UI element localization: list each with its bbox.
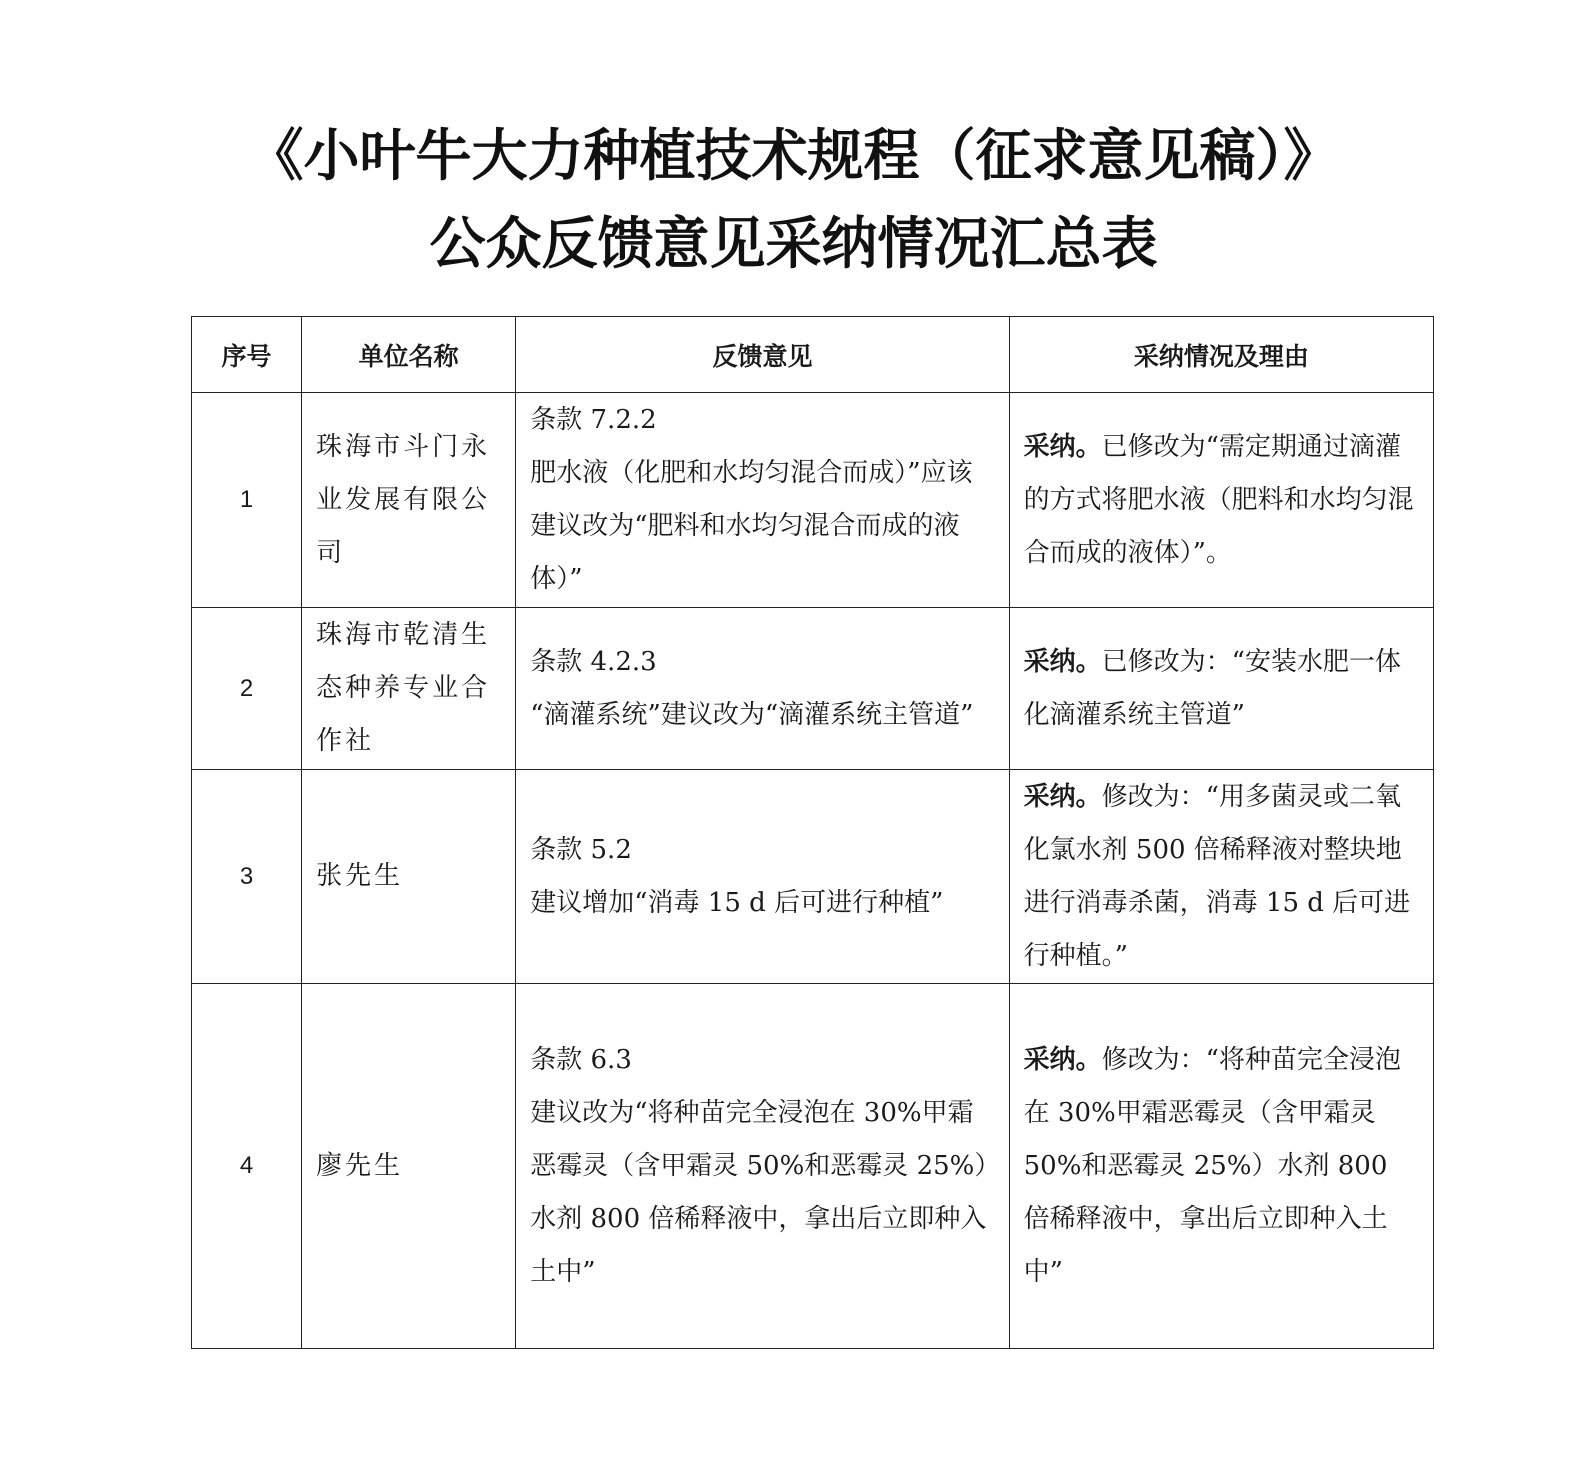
feedback-cell: [516, 984, 1009, 1349]
page-title-line-2: 公众反馈意见采纳情况汇总表: [429, 211, 1158, 277]
table-header-row: [192, 317, 1434, 393]
result-cell: [1009, 984, 1433, 1349]
unit-cell: [302, 770, 516, 984]
header-feedback: 反馈意见: [516, 317, 1009, 393]
result-text: 修改为：“用多菌灵或二氧化氯水剂 500 倍稀释液对整块地进行消毒杀菌，消毒 15 d 后可进行种植。”: [1023, 781, 1411, 971]
result-text: 已修改为“需定期通过滴灌的方式将肥水液（肥料和水均匀混合而成的液体）”。: [1023, 431, 1414, 568]
table-row: [192, 393, 1434, 608]
table-row: [192, 984, 1434, 1349]
clause-label: 条款 4.2.3: [530, 646, 657, 677]
table-row: [192, 770, 1434, 984]
result-label: 采纳。: [1023, 646, 1102, 677]
unit-name: 珠海市乾清生态种养专业合作社: [316, 620, 491, 756]
unit-cell: [302, 984, 516, 1349]
result-label: 采纳。: [1023, 781, 1102, 812]
result-label: 采纳。: [1023, 1044, 1102, 1075]
header-no: 序号: [192, 317, 302, 393]
feedback-summary-table: [191, 316, 1434, 1349]
unit-name: 张先生: [316, 861, 404, 891]
feedback-text: 肥水液（化肥和水均匀混合而成）”应该建议改为“肥料和水均匀混合而成的液体）”: [530, 458, 973, 594]
row-number: 2: [192, 608, 302, 770]
clause-label: 条款 5.2: [530, 834, 632, 865]
result-label: 采纳。: [1023, 431, 1102, 462]
clause-label: 条款 6.3: [530, 1044, 632, 1075]
unit-cell: [302, 608, 516, 770]
unit-name: 廖先生: [316, 1150, 404, 1181]
feedback-text: 建议改为“将种苗完全浸泡在 30%甲霜恶霉灵（含甲霜灵 50%和恶霉灵 25%）水剂 800 倍稀释液中，拿出后立即种入土中”: [530, 1097, 988, 1287]
feedback-text: 建议增加“消毒 15 d 后可进行种植”: [530, 887, 944, 918]
feedback-cell: [516, 393, 1009, 608]
feedback-cell: [516, 770, 1009, 984]
header-result: 采纳情况及理由: [1009, 317, 1433, 393]
row-number: 3: [192, 770, 302, 984]
result-text: 已修改为：“安装水肥一体化滴灌系统主管道”: [1023, 646, 1401, 730]
unit-cell: [302, 393, 516, 608]
feedback-cell: [516, 608, 1009, 770]
header-unit: 单位名称: [302, 317, 516, 393]
page-title-line-1: 《小叶牛大力种植技术规程（征求意见稿）》: [247, 123, 1340, 189]
result-text: 修改为：“将种苗完全浸泡在 30%甲霜恶霉灵（含甲霜灵 50%和恶霉灵 25%）水剂 800 倍稀释液中，拿出后立即种入土中”: [1023, 1044, 1401, 1287]
table-row: [192, 608, 1434, 770]
clause-label: 条款 7.2.2: [530, 405, 657, 435]
row-number: 4: [192, 984, 302, 1349]
result-cell: [1009, 393, 1433, 608]
result-cell: [1009, 770, 1433, 984]
result-cell: [1009, 608, 1433, 770]
row-number: 1: [192, 393, 302, 608]
feedback-text: “滴灌系统”建议改为“滴灌系统主管道”: [530, 699, 974, 730]
unit-name: 珠海市斗门永业发展有限公司: [316, 431, 491, 568]
